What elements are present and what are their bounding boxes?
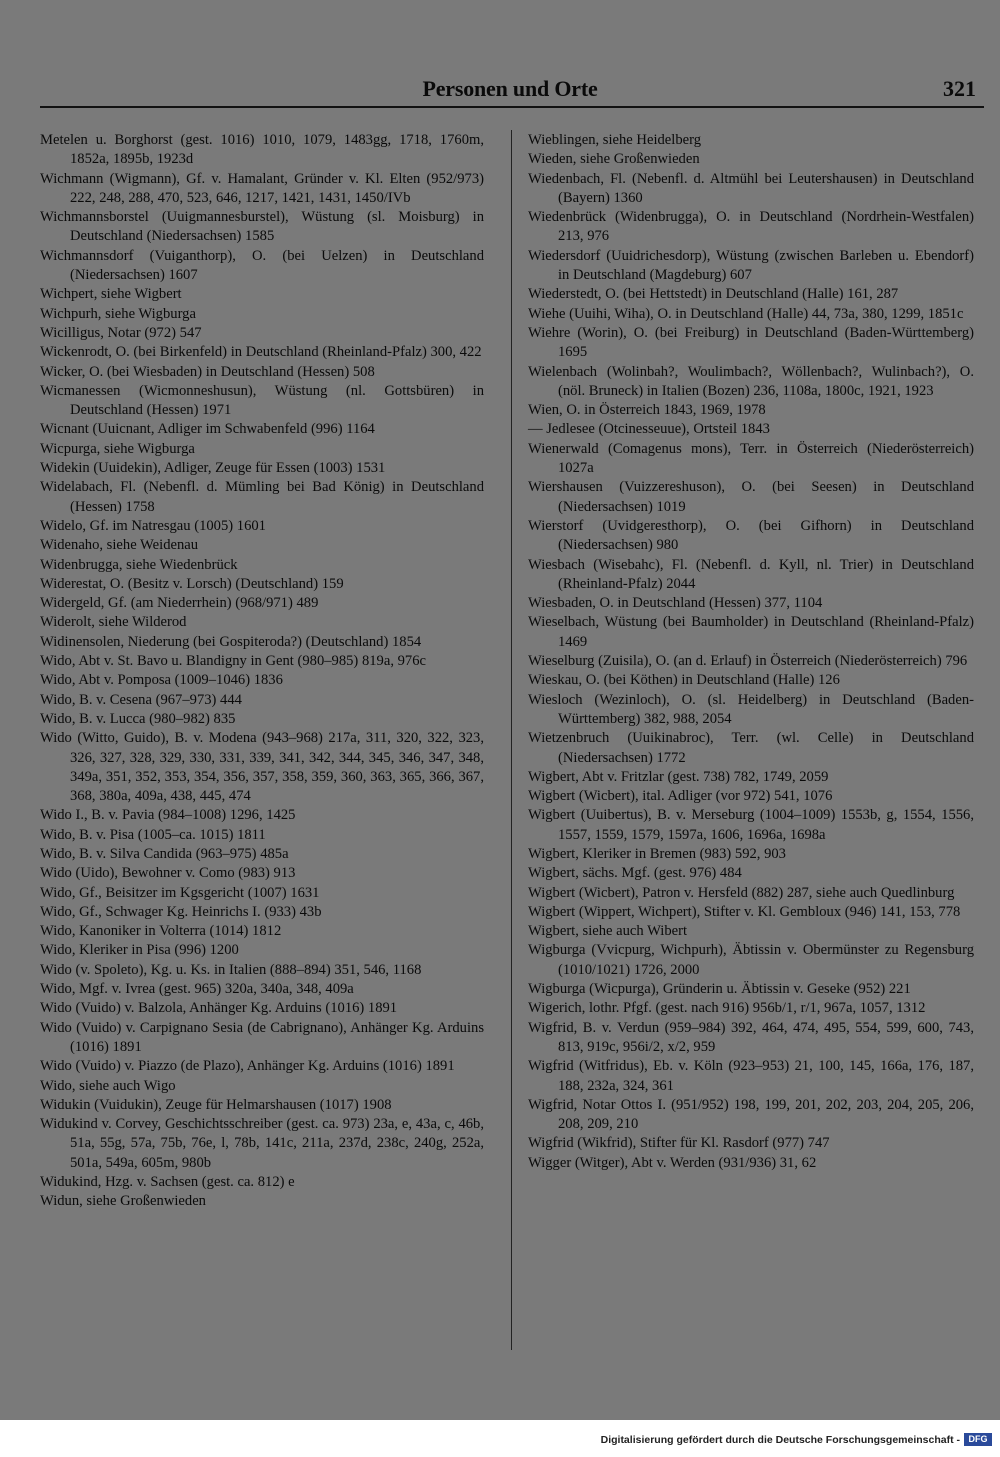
index-entry: Wien, O. in Österreich 1843, 1969, 1978 — [528, 402, 766, 419]
index-entry: Wido, B. v. Lucca (980–982) 835 — [40, 710, 236, 727]
index-entry: Wido, Abt v. St. Bavo u. Blandigny in Gent (980–985) 819a, 976c — [40, 653, 426, 670]
index-entry: Wido, B. v. Silva Candida (963–975) 485a — [40, 845, 289, 862]
index-entry: — Jedlesee (Otcinesseuue), Ortsteil 1843 — [528, 421, 770, 438]
index-entry: Wido (Uido), Bewohner v. Como (983) 913 — [40, 865, 296, 882]
index-entry: Wigbert, sächs. Mgf. (gest. 976) 484 — [528, 865, 742, 882]
index-entry: Widukind, Hzg. v. Sachsen (gest. ca. 812) e — [40, 1174, 295, 1191]
index-entry: Wiesbaden, O. in Deutschland (Hessen) 377, 1104 — [528, 595, 823, 612]
index-entry: Wido, Mgf. v. Ivrea (gest. 965) 320a, 340a, 348, 409a — [40, 981, 354, 998]
index-entry: Wichpurh, siehe Wigburga — [40, 305, 196, 322]
page-title: Personen und Orte — [422, 76, 598, 101]
right-column — [528, 131, 974, 1173]
index-entry: Wiehre (Worin), O. (bei Freiburg) in Deutschland (Baden-Württemberg) 1695 — [528, 324, 974, 361]
index-entry: Widergeld, Gf. (am Niederrhein) (968/971) 489 — [40, 595, 319, 612]
index-entry: Wido, siehe auch Wigo — [40, 1077, 176, 1094]
index-entry: Wieblingen, siehe Heidelberg — [528, 132, 701, 148]
index-entry: Widenaho, siehe Weidenau — [40, 537, 199, 554]
index-entry: Wido I., B. v. Pavia (984–1008) 1296, 1425 — [40, 807, 296, 824]
index-entry: Wichmann (Wigmann), Gf. v. Hamalant, Gründer v. Kl. Elten (952/973) 222, 248, 288, 470, 523, 646, 1217, 1421, 1431, 1450/IVb — [40, 170, 484, 206]
index-entry: Wigerich, lothr. Pfgf. (gest. nach 916) 956b/1, r/1, 967a, 1057, 1312 — [528, 1000, 926, 1017]
index-entry: Wigburga (Vvicpurg, Wichpurh), Äbtissin v. Obermünster zu Regensburg (1010/1021) 1726, 2000 — [528, 942, 974, 978]
index-entry: Wienerwald (Comagenus mons), Terr. in Österreich (Niederösterreich) 1027a — [528, 440, 974, 477]
index-entry: Wido (v. Spoleto), Kg. u. Ks. in Italien (888–894) 351, 546, 1168 — [40, 961, 422, 978]
index-entry: Wido (Vuido) v. Piazzo (de Plazo), Anhänger Kg. Arduins (1016) 1891 — [40, 1058, 455, 1075]
index-entry: Wiedenbrück (Widenbrugga), O. in Deutschland (Nordrhein-Westfalen) 213, 976 — [528, 209, 974, 245]
index-entry: Wiedenbach, Fl. (Nebenfl. d. Altmühl bei Leutershausen) in Deutschland (Bayern) 1360 — [528, 170, 974, 206]
index-entry: Wigbert, siehe auch Wibert — [528, 923, 688, 940]
footer-funding-note: Digitalisierung gefördert durch die Deutsche Forschungsgemeinschaft - — [600, 1434, 960, 1446]
left-column — [40, 131, 484, 1212]
index-entry: Wigbert (Wippert, Wichpert), Stifter v. Kl. Gembloux (946) 141, 153, 778 — [528, 903, 961, 920]
index-entry: Wieselburg (Zuisila), O. (an d. Erlauf) in Österreich (Niederösterreich) 796 — [528, 653, 968, 670]
index-entry: Wichmannsborstel (Uuigmannesburstel), Wüstung (sl. Moisburg) in Deutschland (Niedersachsen) 1585 — [40, 209, 484, 245]
index-entry: Widukin (Vuidukin), Zeuge für Helmarshausen (1017) 1908 — [40, 1096, 392, 1113]
index-entry: Wicmanessen (Wicmonneshusun), Wüstung (nl. Gottsbüren) in Deutschland (Hessen) 1971 — [40, 382, 484, 419]
index-entry: Wicker, O. (bei Wiesbaden) in Deutschland (Hessen) 508 — [40, 363, 375, 380]
index-entry: Widenbrugga, siehe Wiedenbrück — [40, 556, 238, 573]
index-entry: Wigger (Witger), Abt v. Werden (931/936) 31, 62 — [528, 1154, 817, 1171]
page-header — [40, 76, 980, 106]
page-number: 321 — [943, 76, 976, 101]
index-entry: Wiederstedt, O. (bei Hettstedt) in Deutschland (Halle) 161, 287 — [528, 286, 899, 303]
index-entry: Wigburga (Wicpurga), Gründerin u. Äbtissin v. Geseke (952) 221 — [528, 981, 911, 998]
index-entry: Widelo, Gf. im Natresgau (1005) 1601 — [40, 517, 266, 534]
index-entry: Widinensolen, Niederung (bei Gospiteroda?) (Deutschland) 1854 — [40, 633, 422, 650]
index-entry: Wigbert (Uuibertus), B. v. Merseburg (1004–1009) 1553b, g, 1554, 1556, 1557, 1559, 1579, 1597a, 1606, 1696a, 1698a — [528, 807, 974, 843]
index-entry: Wicpurga, siehe Wigburga — [40, 440, 195, 457]
index-entry: Wido, B. v. Pisa (1005–ca. 1015) 1811 — [40, 826, 266, 843]
index-entry: Wigbert (Wicbert), Patron v. Hersfeld (882) 287, siehe auch Quedlinburg — [528, 884, 955, 901]
index-entry: Wido (Witto, Guido), B. v. Modena (943–968) 217a, 311, 320, 322, 323, 326, 327, 328, 329, 330, 331, 339, 341, 342, 344, 345, 346, 347, 348, 349a, 351, 352, 353, 354, 356, 357, 358, 359, 360, 363, 365, 366, 367, 368, 380a, 409a, 438, 445, 474 — [40, 730, 484, 805]
index-entry: Wido (Vuido) v. Carpignano Sesia (de Cabrignano), Anhänger Kg. Arduins (1016) 1891 — [40, 1019, 484, 1055]
index-entry: Wicilligus, Notar (972) 547 — [40, 324, 202, 341]
index-entry: Wiehe (Uuihi, Wiha), O. in Deutschland (Halle) 44, 73a, 380, 1299, 1851c — [528, 305, 964, 322]
index-entry: Wiershausen (Vuizzereshuson), O. (bei Seesen) in Deutschland (Niedersachsen) 1019 — [528, 479, 974, 515]
dfg-logo: DFG — [964, 1433, 992, 1446]
index-entry: Wiesbach (Wisebahc), Fl. (Nebenfl. d. Kyll, nl. Trier) in Deutschland (Rheinland-Pfalz) 2044 — [528, 556, 974, 592]
index-entry: Widerolt, siehe Wilderod — [40, 614, 187, 631]
index-entry: Widerestat, O. (Besitz v. Lorsch) (Deutschland) 159 — [40, 575, 344, 592]
index-entry: Widekin (Uuidekin), Adliger, Zeuge für Essen (1003) 1531 — [40, 460, 386, 477]
index-entry: Wierstorf (Uvidgeresthorp), O. (bei Gifhorn) in Deutschland (Niedersachsen) 980 — [528, 517, 974, 554]
index-entry: Wichpert, siehe Wigbert — [40, 286, 182, 303]
index-entry: Wigbert, Kleriker in Bremen (983) 592, 903 — [528, 845, 786, 862]
index-entry: Widelabach, Fl. (Nebenfl. d. Mümling bei Bad König) in Deutschland (Hessen) 1758 — [40, 479, 484, 515]
index-entry: Wickenrodt, O. (bei Birkenfeld) in Deutschland (Rheinland-Pfalz) 300, 422 — [40, 344, 482, 361]
index-entry: Widun, siehe Großenwieden — [40, 1193, 206, 1210]
index-entry: Wiesloch (Wezinloch), O. (sl. Heidelberg) in Deutschland (Baden-Württemberg) 382, 988, 2054 — [528, 691, 974, 727]
index-entry: Wido, Gf., Schwager Kg. Heinrichs I. (933) 43b — [40, 903, 322, 920]
index-entry: Wigbert (Wicbert), ital. Adliger (vor 972) 541, 1076 — [528, 788, 833, 805]
index-entry: Wieselbach, Wüstung (bei Baumholder) in Deutschland (Rheinland-Pfalz) 1469 — [528, 614, 974, 650]
index-entry: Wigfrid (Witfridus), Eb. v. Köln (923–953) 21, 100, 145, 166a, 176, 187, 188, 232a, 324, 361 — [528, 1058, 974, 1094]
index-entry: Wido, Kanoniker in Volterra (1014) 1812 — [40, 923, 282, 940]
index-entry: Wido, Gf., Beisitzer im Kgsgericht (1007) 1631 — [40, 884, 320, 901]
index-entry: Wido, B. v. Cesena (967–973) 444 — [40, 691, 242, 708]
column-divider — [511, 130, 512, 1350]
index-entry: Wido, Abt v. Pomposa (1009–1046) 1836 — [40, 672, 283, 689]
index-entry: Wicnant (Uuicnant, Adliger im Schwabenfeld (996) 1164 — [40, 421, 375, 438]
index-entry: Wigfrid, B. v. Verdun (959–984) 392, 464, 474, 495, 554, 599, 600, 743, 813, 919c, 956i/2, x/2, 959 — [528, 1019, 974, 1055]
page-footer — [0, 1432, 1000, 1450]
index-entry: Wielenbach (Wolinbah?, Woulimbach?, Wöllenbach?, Wulinbach?), O. (nöl. Bruneck) in Italien (Bozen) 236, 1108a, 1800c, 1921, 1923 — [528, 363, 974, 399]
index-entry: Wiedersdorf (Uuidrichesdorp), Wüstung (zwischen Barleben u. Ebendorf) in Deutschland (Magdeburg) 607 — [528, 247, 974, 284]
index-entry: Wigbert, Abt v. Fritzlar (gest. 738) 782, 1749, 2059 — [528, 768, 829, 785]
header-rule — [40, 106, 984, 108]
index-entry: Wido, Kleriker in Pisa (996) 1200 — [40, 942, 239, 959]
index-entry: Widukind v. Corvey, Geschichtsschreiber (gest. ca. 973) 23a, e, 43a, c, 46b, 51a, 55g, 57a, 75b, 76e, l, 78b, 141c, 211a, 237d, 238c, 240g, 252a, 501a, 549a, 605m, 980b — [40, 1116, 484, 1171]
index-entry: Wietzenbruch (Uuikinabroc), Terr. (wl. Celle) in Deutschland (Niedersachsen) 1772 — [528, 730, 974, 766]
index-entry: Wichmannsdorf (Vuiganthorp), O. (bei Uelzen) in Deutschland (Niedersachsen) 1607 — [40, 247, 484, 284]
index-entry: Wieden, siehe Großenwieden — [528, 151, 700, 168]
index-entry: Wido (Vuido) v. Balzola, Anhänger Kg. Arduins (1016) 1891 — [40, 1000, 398, 1017]
index-entry: Wigfrid, Notar Ottos I. (951/952) 198, 199, 201, 202, 203, 204, 205, 206, 208, 209, 210 — [528, 1096, 974, 1133]
index-entry: Wigfrid (Wikfrid), Stifter für Kl. Rasdorf (977) 747 — [528, 1135, 830, 1152]
index-entry: Wieskau, O. (bei Köthen) in Deutschland (Halle) 126 — [528, 672, 840, 689]
index-entry: Metelen u. Borghorst (gest. 1016) 1010, 1079, 1483gg, 1718, 1760m, 1852a, 1895b, 1923d — [40, 132, 484, 168]
